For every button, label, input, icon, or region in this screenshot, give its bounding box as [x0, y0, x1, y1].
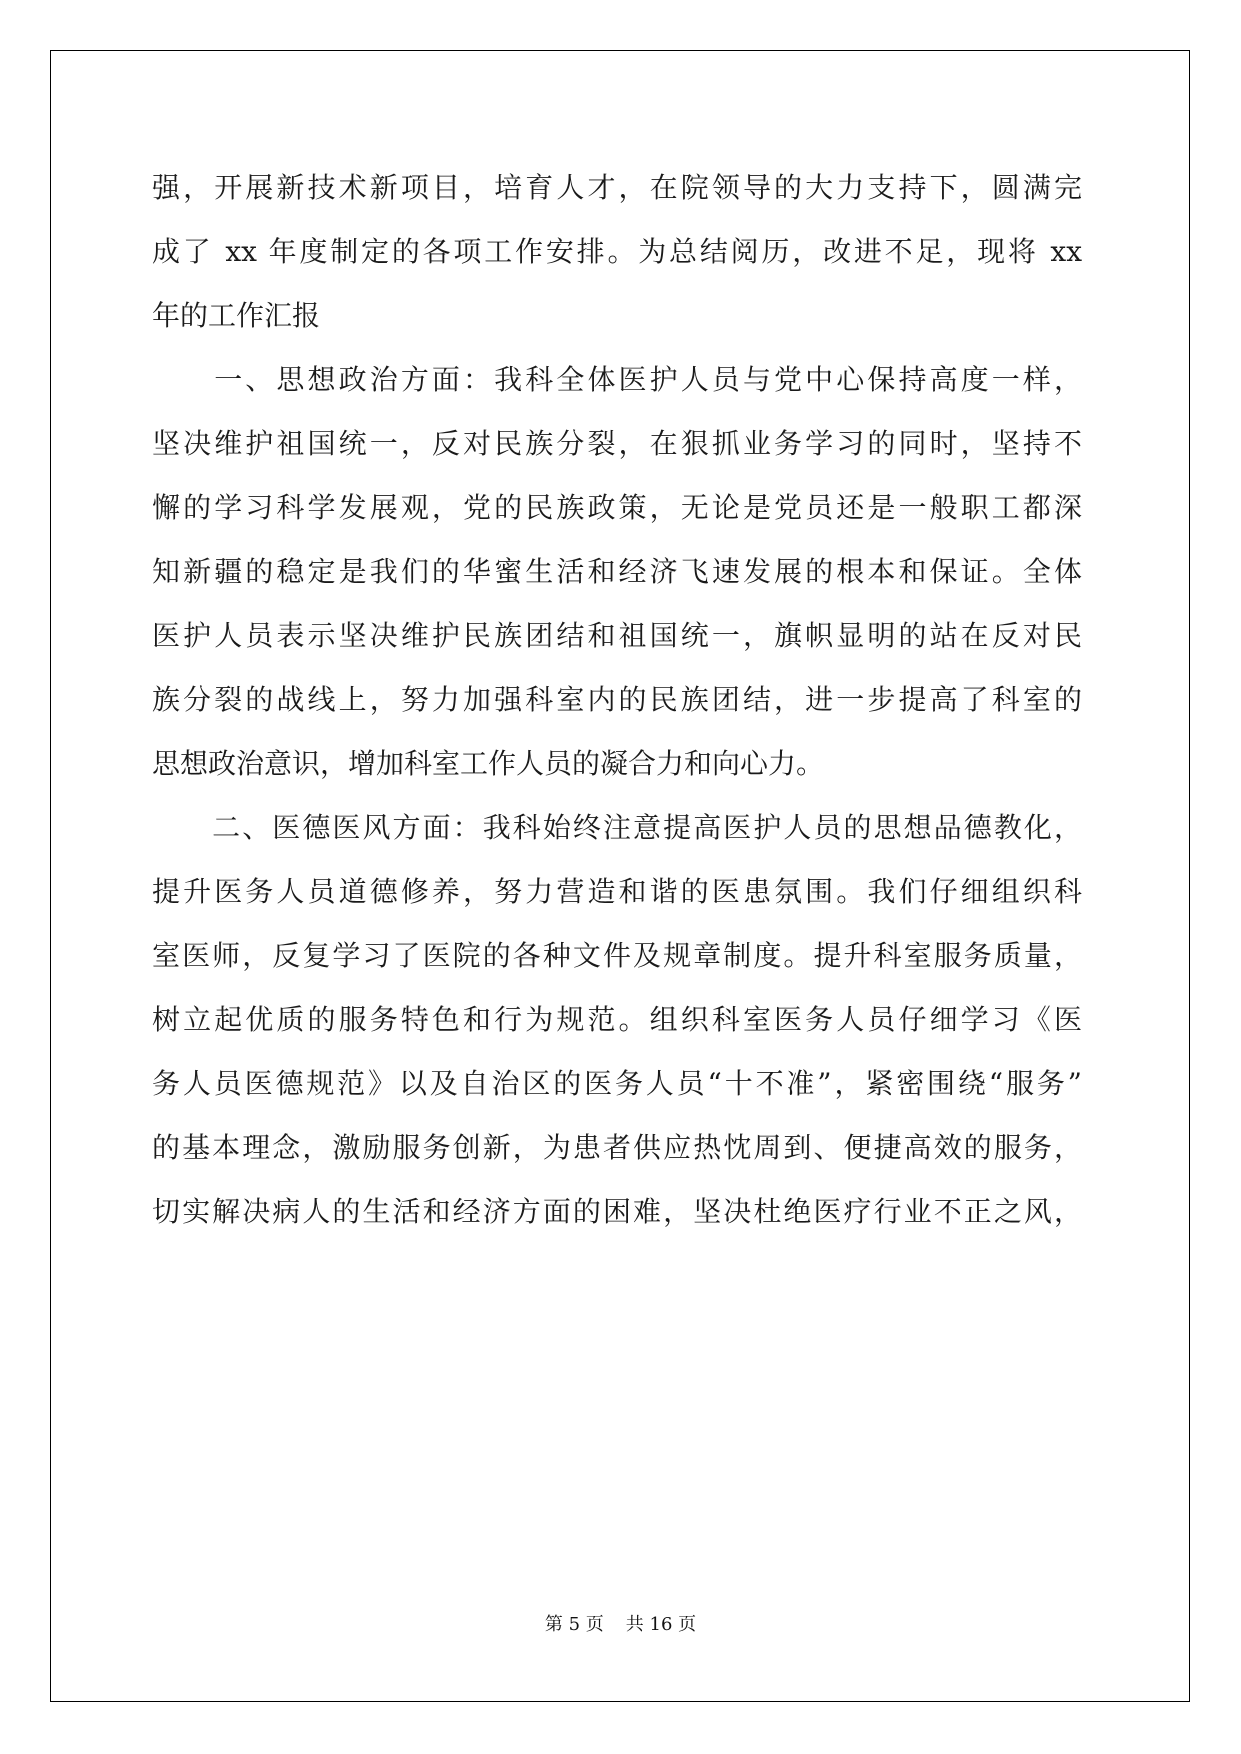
text-line: 坚决维护祖国统一，反对民族分裂，在狠抓业务学习的同时，坚持不 [152, 427, 1082, 460]
text-line: 务人员医德规范》以及自治区的医务人员“十不准”，紧密围绕“服务” [152, 1067, 1082, 1100]
text-line: 提升医务人员道德修养，努力营造和谐的医患氛围。我们仔细组织科 [152, 875, 1082, 908]
text-line: 思想政治意识，增加科室工作人员的凝合力和向心力。 [152, 747, 825, 780]
text-line: 室医师，反复学习了医院的各种文件及规章制度。提升科室服务质量， [152, 939, 1082, 972]
page-number: 第 5 页 [544, 1614, 604, 1635]
text-line: 医护人员表示坚决维护民族团结和祖国统一，旗帜显明的站在反对民 [152, 619, 1082, 652]
page-footer [0, 1610, 1241, 1636]
text-line: 年的工作汇报 [152, 299, 321, 332]
text-line: 的基本理念，激励服务创新，为患者供应热忱周到、便捷高效的服务， [152, 1131, 1082, 1164]
text-line: 二、医德医风方面：我科始终注意提高医护人员的思想品德教化， [152, 811, 1082, 844]
document-body [152, 156, 1082, 1244]
text-line: 成了 xx 年度制定的各项工作安排。为总结阅历，改进不足，现将 xx [152, 235, 1082, 268]
text-line: 强，开展新技术新项目，培育人才，在院领导的大力支持下，圆满完 [152, 171, 1082, 204]
text-line: 一、思想政治方面：我科全体医护人员与党中心保持高度一样， [152, 363, 1082, 396]
text-line: 切实解决病人的生活和经济方面的困难，坚决杜绝医疗行业不正之风， [152, 1195, 1082, 1228]
text-line: 族分裂的战线上，努力加强科室内的民族团结，进一步提高了科室的 [152, 683, 1082, 716]
text-line: 知新疆的稳定是我们的华蜜生活和经济飞速发展的根本和保证。全体 [152, 555, 1082, 588]
page-total: 共 16 页 [625, 1614, 697, 1635]
text-line: 懈的学习科学发展观，党的民族政策，无论是党员还是一般职工都深 [152, 491, 1082, 524]
text-line: 树立起优质的服务特色和行为规范。组织科室医务人员仔细学习《医 [152, 1003, 1082, 1036]
